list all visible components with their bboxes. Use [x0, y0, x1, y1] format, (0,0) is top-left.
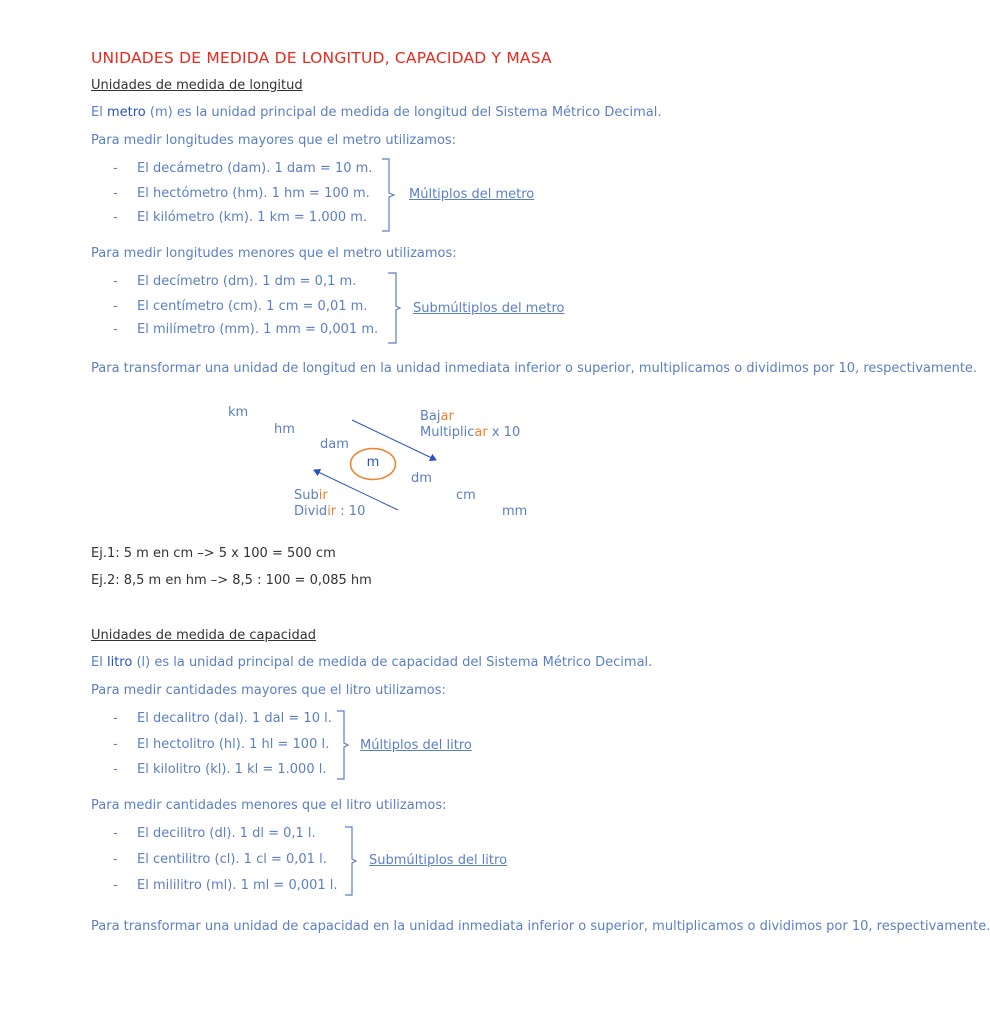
list-item	[113, 711, 332, 726]
dividir-label	[294, 504, 365, 519]
list-item	[113, 274, 356, 289]
list-item	[113, 737, 329, 752]
subir-suffix: ir	[318, 488, 328, 503]
brace-multiplos-metro	[380, 157, 410, 233]
list-dash: -	[113, 186, 118, 201]
list-dash: -	[113, 210, 118, 225]
intro-metro	[91, 105, 661, 120]
list-item-text: El decalitro (dal). 1 dal = 10 l.	[137, 711, 332, 726]
list-dash: -	[113, 711, 118, 726]
list-item	[113, 161, 372, 176]
list-item-text: El kilolitro (kl). 1 kl = 1.000 l.	[137, 762, 327, 777]
menores-label: Para medir longitudes menores que el metro utilizamos:	[91, 246, 457, 261]
list-item	[113, 762, 326, 777]
bajar-prefix: Baj	[420, 409, 441, 424]
bajar-label	[420, 409, 454, 424]
list-item-text: El mililitro (ml). 1 ml = 0,001 l.	[137, 878, 338, 893]
dividir-prefix: Divid	[294, 504, 328, 519]
transform-longitud-paragraph: Para transformar una unidad de longitud en la unidad inmediata inferior o superior, multiplicamos o dividimos por 10, respectivamente.	[91, 361, 978, 376]
mayores-label-capacidad: Para medir cantidades mayores que el litro utilizamos:	[91, 683, 446, 698]
multiplicar-label	[420, 425, 520, 440]
list-dash: -	[113, 161, 118, 176]
unit-km: km	[228, 405, 249, 420]
unit-dm: dm	[411, 471, 432, 486]
list-item	[113, 322, 378, 337]
transform-capacidad-paragraph: Para transformar una unidad de capacidad en la unidad inmediata inferior o superior, multiplicamos o dividimos por 10, respectivamente.	[91, 919, 990, 934]
dividir-suffix: ir	[327, 504, 337, 519]
brace-submultiplos-litro	[343, 825, 369, 897]
intro-suffix: (l) es la unidad principal de medida de capacidad del Sistema Métrico Decimal.	[132, 655, 653, 670]
unit-hm: hm	[274, 422, 295, 437]
section-heading-capacidad: Unidades de medida de capacidad	[91, 628, 316, 643]
multiplicar-suffix: ar	[474, 425, 488, 440]
example-2: Ej.2: 8,5 m en hm –> 8,5 : 100 = 0,085 hm	[91, 573, 372, 588]
section-heading-longitud: Unidades de medida de longitud	[91, 78, 303, 93]
list-item	[113, 299, 367, 314]
list-item-text: El decámetro (dam). 1 dam = 10 m.	[137, 161, 373, 176]
menores-label-capacidad: Para medir cantidades menores que el litro utilizamos:	[91, 798, 447, 813]
list-item-text: El decímetro (dm). 1 dm = 0,1 m.	[137, 274, 357, 289]
submultiplos-metro-label: Submúltiplos del metro	[413, 301, 565, 316]
list-dash: -	[113, 737, 118, 752]
term-metro: metro	[106, 105, 146, 120]
multiplicar-rest: x 10	[487, 425, 521, 440]
term-litro: litro	[106, 655, 133, 670]
page-title: UNIDADES DE MEDIDA DE LONGITUD, CAPACIDAD Y MASA	[91, 49, 552, 67]
list-dash: -	[113, 762, 118, 777]
list-item	[113, 186, 370, 201]
intro-prefix: El	[91, 105, 107, 120]
list-item	[113, 826, 316, 841]
list-dash: -	[113, 322, 118, 337]
list-dash: -	[113, 878, 118, 893]
intro-suffix: (m) es la unidad principal de medida de longitud del Sistema Métrico Decimal.	[145, 105, 662, 120]
list-item-text: El decilitro (dl). 1 dl = 0,1 l.	[137, 826, 316, 841]
multiplos-metro-label: Múltiplos del metro	[409, 187, 535, 202]
list-item	[113, 878, 338, 893]
multiplicar-prefix: Multiplic	[420, 425, 475, 440]
intro-prefix: El	[91, 655, 107, 670]
brace-multiplos-litro	[335, 709, 361, 781]
unit-mm: mm	[502, 504, 528, 519]
submultiplos-litro-label: Submúltiplos del litro	[369, 853, 508, 868]
unit-m: m	[366, 455, 380, 470]
intro-litro	[91, 655, 652, 670]
list-item-text: El centímetro (cm). 1 cm = 0,01 m.	[137, 299, 368, 314]
list-dash: -	[113, 852, 118, 867]
subir-prefix: Sub	[294, 488, 319, 503]
list-item-text: El hectolitro (hl). 1 hl = 100 l.	[137, 737, 330, 752]
subir-label	[294, 488, 328, 503]
list-item	[113, 210, 367, 225]
example-1: Ej.1: 5 m en cm –> 5 x 100 = 500 cm	[91, 546, 336, 561]
list-item-text: El centilitro (cl). 1 cl = 0,01 l.	[137, 852, 327, 867]
list-item-text: El kilómetro (km). 1 km = 1.000 m.	[137, 210, 368, 225]
list-item-text: El hectómetro (hm). 1 hm = 100 m.	[137, 186, 370, 201]
multiplos-litro-label: Múltiplos del litro	[360, 738, 472, 753]
list-item-text: El milímetro (mm). 1 mm = 0,001 m.	[137, 322, 379, 337]
unit-cm: cm	[456, 488, 476, 503]
list-dash: -	[113, 299, 118, 314]
dividir-rest: : 10	[336, 504, 366, 519]
brace-submultiplos-metro	[386, 271, 412, 345]
list-dash: -	[113, 274, 118, 289]
list-item	[113, 852, 327, 867]
mayores-label: Para medir longitudes mayores que el metro utilizamos:	[91, 133, 457, 148]
bajar-suffix: ar	[440, 409, 454, 424]
unit-dam: dam	[320, 437, 349, 452]
list-dash: -	[113, 826, 118, 841]
